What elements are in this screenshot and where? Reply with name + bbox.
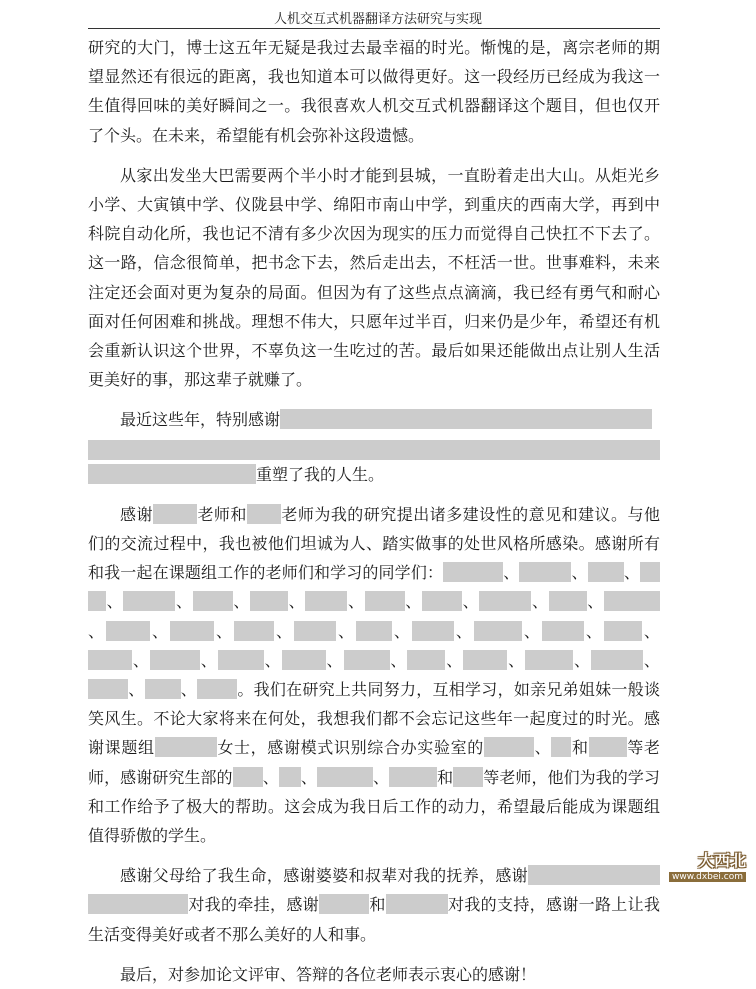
redaction bbox=[474, 621, 522, 641]
redaction bbox=[407, 650, 445, 670]
separator: 、 bbox=[262, 767, 279, 787]
redaction bbox=[280, 409, 652, 429]
p5-text-b: 对我的牵挂，感谢 bbox=[188, 895, 319, 915]
separator: 、 bbox=[389, 650, 408, 670]
separator: 、 bbox=[404, 592, 422, 612]
separator: 、 bbox=[175, 592, 193, 612]
redaction bbox=[549, 591, 587, 611]
separator: 、 bbox=[573, 650, 591, 670]
redaction bbox=[588, 562, 624, 582]
separator: 、 bbox=[507, 650, 526, 670]
separator: 、 bbox=[199, 650, 218, 670]
redaction bbox=[542, 621, 584, 641]
redaction bbox=[525, 650, 573, 670]
redaction bbox=[519, 562, 571, 582]
redaction bbox=[389, 767, 437, 787]
redaction bbox=[153, 504, 197, 524]
separator: 、 bbox=[453, 621, 474, 641]
running-header: 人机交互式机器翻译方法研究与实现 bbox=[273, 12, 482, 27]
redaction bbox=[170, 621, 214, 641]
p4-text-i: 等老师，他们为我的学习和工作给予了极大的帮助。这会成为我日后工作的动力，希望最后能成为课题组值得骄傲的学生。 bbox=[88, 767, 660, 846]
separator: 、 bbox=[88, 621, 106, 641]
separator: 、 bbox=[571, 563, 588, 583]
redaction bbox=[250, 591, 288, 611]
redaction bbox=[591, 650, 643, 670]
separator: 、 bbox=[391, 621, 412, 641]
redaction bbox=[422, 591, 462, 611]
redaction bbox=[155, 737, 217, 757]
paragraph-6: 最后，对参加论文评审、答辩的各位老师表示衷心的感谢！ bbox=[120, 964, 537, 984]
redaction bbox=[88, 679, 128, 699]
redaction bbox=[282, 650, 326, 670]
separator: 、 bbox=[461, 592, 480, 612]
redaction bbox=[88, 894, 188, 914]
header-rule bbox=[88, 28, 660, 29]
redaction bbox=[305, 591, 347, 611]
p4-text-g: 等老师，感谢研究生部的 bbox=[88, 738, 660, 787]
redaction bbox=[604, 621, 642, 641]
separator: 、 bbox=[263, 650, 282, 670]
separator: 、 bbox=[150, 621, 170, 641]
p4-text-d: 。我们在研究上共同努力，互相学习，如亲兄弟姐妹一般谈笑风生。不论大家将来在何处，我想我们都不会忘记这些年一起度过的时光。感谢课题组 bbox=[88, 680, 660, 758]
redaction bbox=[528, 865, 660, 885]
redaction bbox=[604, 591, 660, 611]
redaction bbox=[197, 679, 237, 699]
separator: 、 bbox=[372, 767, 390, 787]
separator: 、 bbox=[325, 650, 344, 670]
paragraph-1: 研究的大门，博士这五年无疑是我过去最幸福的时光。惭愧的是，离宗老师的期望显然还有很远的距离，我也知道本可以做得更好。这一段经历已经成为我这一生值得回味的美好瞬间之一。我很喜欢人机交互式机器翻译这个题目，但也仅开了个头。在未来，希望能有机会弥补这段遗憾。 bbox=[88, 38, 660, 145]
redaction bbox=[589, 737, 627, 757]
p5-text-d: 对我的支持，感谢一路上让我生活变得美好或者不那么美好的人和事。 bbox=[88, 895, 660, 944]
p4-text-b: 老师和 bbox=[196, 504, 247, 524]
p5-text-c: 和 bbox=[368, 895, 386, 915]
p3-text-a: 最近这些年，特别感谢 bbox=[120, 410, 281, 430]
redaction bbox=[150, 650, 200, 670]
redaction bbox=[123, 591, 175, 611]
p4-text-c: 老师为我的研究提出诸多建设性的意见和建议。与他们的交流过程中，我也被他们坦诚为人、踏实做事的处世风格所感染。感谢所有和我一起在课题组工作的老师们和学习的同学们： bbox=[88, 504, 660, 583]
paragraph-5 bbox=[88, 861, 660, 949]
separator: 、 bbox=[232, 592, 250, 612]
separator: 、 bbox=[521, 621, 542, 641]
watermark-logo: 大西北 bbox=[697, 851, 746, 870]
redaction bbox=[106, 621, 150, 641]
redaction bbox=[443, 562, 503, 582]
separator: 、 bbox=[273, 621, 294, 641]
redaction bbox=[365, 591, 405, 611]
p4-text-h: 和 bbox=[437, 767, 454, 787]
p4-text-a: 感谢 bbox=[120, 504, 153, 524]
paragraph-4 bbox=[88, 500, 660, 850]
redaction bbox=[479, 591, 531, 611]
separator: 、 bbox=[213, 621, 234, 641]
separator: 、 bbox=[106, 592, 124, 612]
redaction bbox=[88, 440, 660, 460]
paragraph-3 bbox=[88, 405, 660, 488]
redaction bbox=[453, 767, 483, 787]
separator: 、 bbox=[300, 767, 317, 787]
redaction bbox=[88, 464, 256, 484]
separator: 、 bbox=[531, 592, 549, 612]
separator: 、 bbox=[623, 563, 640, 583]
redaction bbox=[412, 621, 454, 641]
p4-text-e: 女士，感谢模式识别综合办实验室的 bbox=[216, 738, 484, 758]
page-body bbox=[88, 33, 660, 989]
p5-text-a: 感谢父母给了我生命，感谢婆婆和叔辈对我的抚养，感谢 bbox=[120, 866, 528, 886]
redaction bbox=[233, 767, 263, 787]
redaction bbox=[356, 621, 392, 641]
redaction bbox=[317, 767, 373, 787]
separator: 、 bbox=[533, 738, 552, 758]
redaction bbox=[294, 621, 336, 641]
separator: 、 bbox=[583, 621, 604, 641]
separator: 、 bbox=[643, 650, 660, 670]
separator: 、 bbox=[132, 650, 150, 670]
p4-text-f: 和 bbox=[571, 738, 589, 758]
redaction bbox=[484, 737, 534, 757]
separator: 、 bbox=[128, 680, 145, 700]
redaction bbox=[640, 562, 660, 582]
redaction bbox=[386, 894, 448, 914]
redaction bbox=[234, 621, 274, 641]
redaction bbox=[319, 894, 369, 914]
separator: 、 bbox=[287, 592, 306, 612]
p3-text-b: 重塑了我的人生。 bbox=[256, 464, 385, 484]
paragraph-2: 从家出发坐大巴需要两个半小时才能到县城，一直盼着走出大山。从炬光乡小学、大寅镇中学、仪陇县中学、绵阳市南山中学，到重庆的西南大学，再到中科院自动化所，我也记不清有多少次因为现实的压力而觉得自己快扛不下去了。这一路，信念很简单，把书念下去，然后走出去，不枉活一世。世事难料，未来注定还会面对更为复杂的局面。但因为有了这些点点滴滴，我已经有勇气和耐心面对任何困难和挑战。理想不伟大，只愿年过半百，归来仍是少年，希望还有机会重新认识这个世界，不辜负这一生吃过的苦。最后如果还能做出点让别人生活更美好的事，那这辈子就赚了。 bbox=[88, 165, 660, 390]
redaction bbox=[193, 591, 233, 611]
redaction bbox=[247, 504, 281, 524]
separator: 、 bbox=[335, 621, 356, 641]
redaction bbox=[88, 650, 132, 670]
redaction bbox=[344, 650, 390, 670]
separator: 、 bbox=[445, 650, 464, 670]
separator: 、 bbox=[180, 680, 198, 700]
watermark bbox=[669, 848, 746, 882]
watermark-url: www.dxbei.com bbox=[669, 872, 746, 882]
redaction bbox=[145, 679, 181, 699]
separator: 、 bbox=[347, 592, 365, 612]
separator: 、 bbox=[641, 621, 660, 641]
redaction bbox=[218, 650, 264, 670]
redaction bbox=[88, 591, 106, 611]
separator: 、 bbox=[586, 592, 604, 612]
redaction bbox=[279, 767, 301, 787]
redaction bbox=[463, 650, 507, 670]
redaction bbox=[551, 737, 571, 757]
separator: 、 bbox=[503, 563, 520, 583]
